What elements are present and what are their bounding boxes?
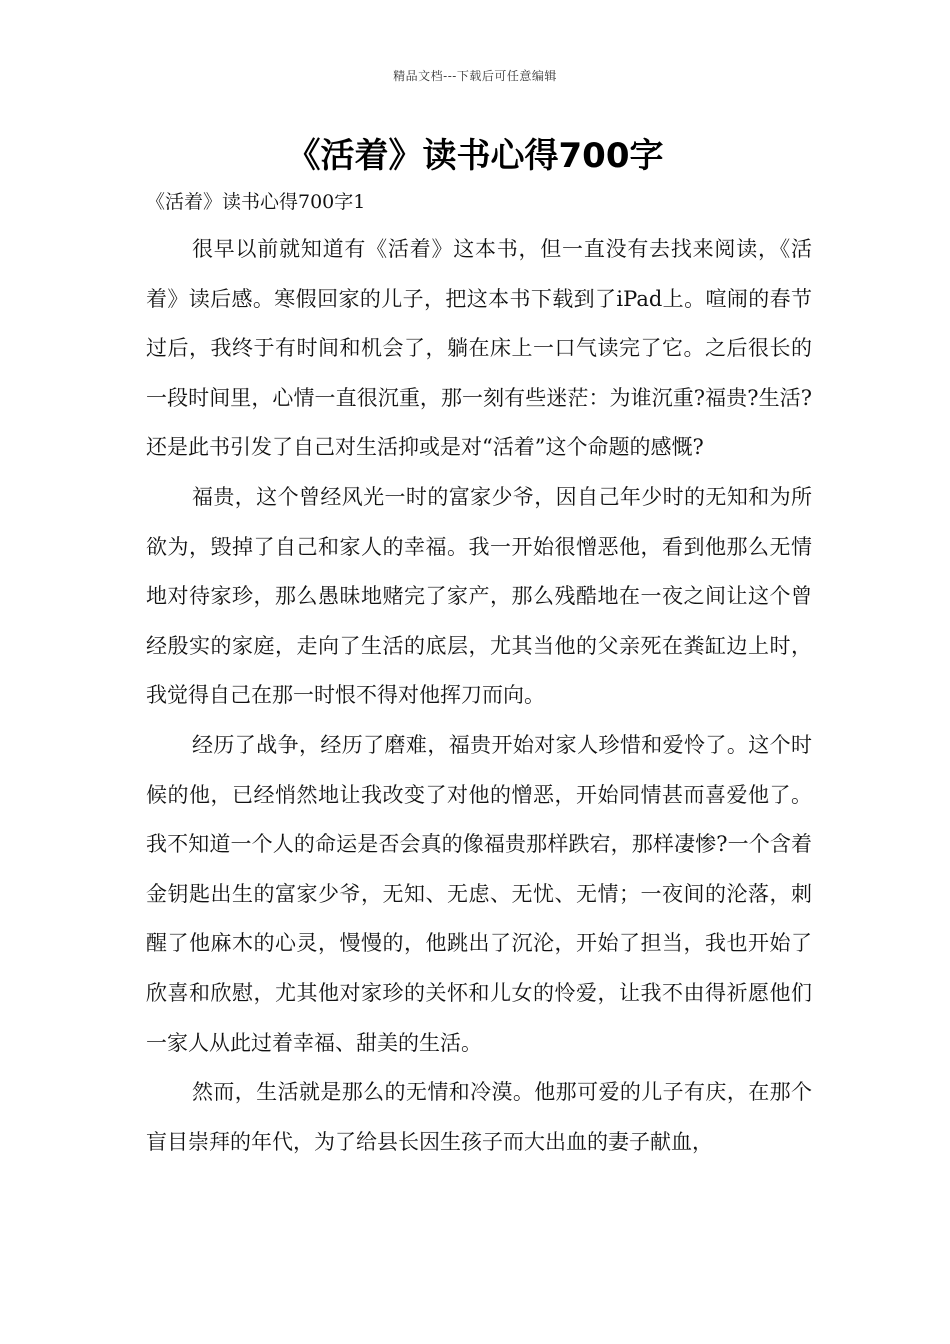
paragraph: 经历了战争，经历了磨难，福贵开始对家人珍惜和爱怜了。这个时候的他，已经悄然地让我改变了对他的憎恶，开始同情甚而喜爱他了。我不知道一个人的命运是否会真的像福贵那样跌宕，那样凄惨?一个含着金钥匙出生的富家少爷，无知、无虑、无忧、无情；一夜间的沦落，刺醒了他麻木的心灵，慢慢的，他跳出了沉沦，开始了担当，我也开始了欣喜和欣慰，尤其他对家珍的关怀和儿女的怜爱，让我不由得祈愿他们一家人从此过着幸福、甜美的生活。 [146, 732, 812, 1055]
document-title: 《活着》读书心得700字 [286, 136, 664, 176]
document-subtitle: 《活着》读书心得700字1 [146, 191, 366, 213]
header-note: 精品文档---下载后可任意编辑 [393, 69, 557, 83]
body-text [146, 225, 812, 1167]
paragraph: 然而，生活就是那么的无情和冷漠。他那可爱的儿子有庆，在那个盲目崇拜的年代，为了给县长因生孩子而大出血的妻子献血， [146, 1080, 812, 1154]
paragraph: 很早以前就知道有《活着》这本书，但一直没有去找来阅读，《活着》读后感。寒假回家的儿子，把这本书下载到了iPad上。喧闹的春节过后，我终于有时间和机会了，躺在床上一口气读完了它。之后很长的一段时间里，心情一直很沉重，那一刻有些迷茫：为谁沉重?福贵?生活?还是此书引发了自己对生活抑或是对“活着”这个命题的感慨? [146, 237, 812, 460]
paragraph: 福贵，这个曾经风光一时的富家少爷，因自己年少时的无知和为所欲为，毁掉了自己和家人的幸福。我一开始很憎恶他，看到他那么无情地对待家珍，那么愚昧地赌完了家产，那么残酷地在一夜之间让这个曾经殷实的家庭，走向了生活的底层，尤其当他的父亲死在粪缸边上时，我觉得自己在那一时恨不得对他挥刀而向。 [146, 484, 812, 708]
